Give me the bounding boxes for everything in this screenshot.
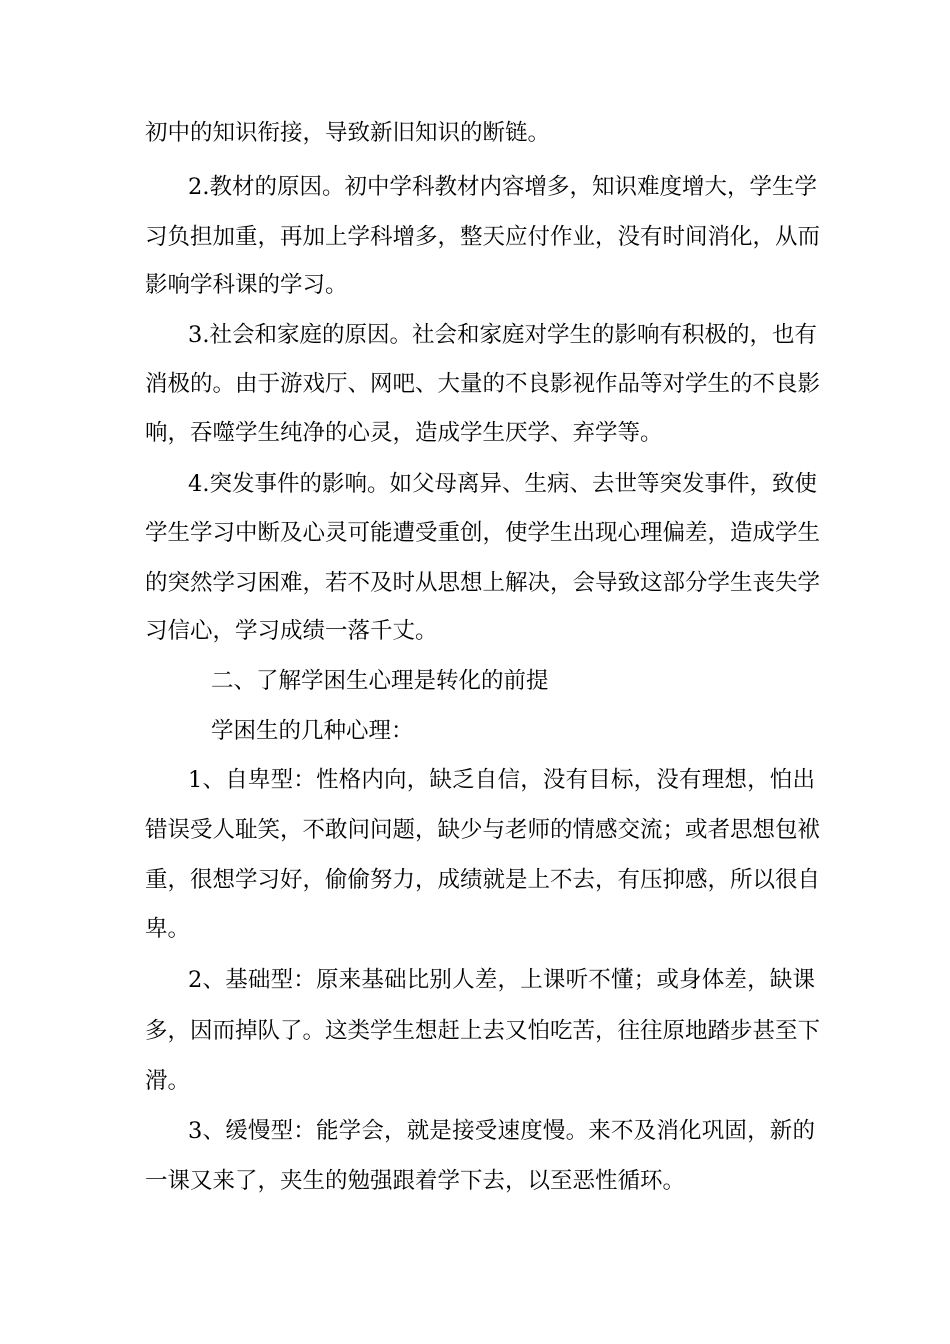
text-line: 初中的知识衔接，导致新旧知识的断链。 xyxy=(145,120,551,146)
text-line: 影响学科课的学习。 xyxy=(145,272,348,298)
text-line: 习负担加重，再加上学科增多，整天应付作业，没有时间消化，从而 xyxy=(145,224,821,250)
text-line: 习信心，学习成绩一落千丈。 xyxy=(145,618,438,644)
section-heading: 二、了解学困生心理是转化的前提 xyxy=(211,668,549,694)
text-line: 1、自卑型：性格内向，缺乏自信，没有目标，没有理想，怕出 xyxy=(188,767,815,793)
text-line: 3.社会和家庭的原因。社会和家庭对学生的影响有积极的，也有 xyxy=(188,322,817,348)
text-line: 消极的。由于游戏厅、网吧、大量的不良影视作品等对学生的不良影 xyxy=(145,371,821,397)
text-line: 4.突发事件的影响。如父母离异、生病、去世等突发事件，致使 xyxy=(188,471,817,497)
text-line: 响，吞噬学生纯净的心灵，造成学生厌学、弃学等。 xyxy=(145,420,663,446)
text-line: 滑。 xyxy=(145,1068,191,1094)
text-line: 多，因而掉队了。这类学生想赶上去又怕吃苦，往往原地踏步甚至下 xyxy=(145,1018,821,1044)
text-line: 卑。 xyxy=(145,916,191,942)
text-line: 2.教材的原因。初中学科教材内容增多，知识难度增大，学生学 xyxy=(188,174,817,200)
text-line: 错误受人耻笑，不敢问问题，缺少与老师的情感交流；或者思想包袱 xyxy=(145,817,821,843)
text-line: 学困生的几种心理： xyxy=(211,718,414,744)
text-line: 重，很想学习好，偷偷努力，成绩就是上不去，有压抑感，所以很自 xyxy=(145,867,821,893)
text-line: 的突然学习困难，若不及时从思想上解决，会导致这部分学生丧失学 xyxy=(145,570,821,596)
text-line: 一课又来了，夹生的勉强跟着学下去，以至恶性循环。 xyxy=(145,1168,686,1194)
text-line: 3、缓慢型：能学会，就是接受速度慢。来不及消化巩固，新的 xyxy=(188,1118,815,1144)
text-line: 2、基础型：原来基础比别人差，上课听不懂；或身体差，缺课 xyxy=(188,967,815,993)
text-line: 学生学习中断及心灵可能遭受重创，使学生出现心理偏差，造成学生 xyxy=(145,520,821,546)
